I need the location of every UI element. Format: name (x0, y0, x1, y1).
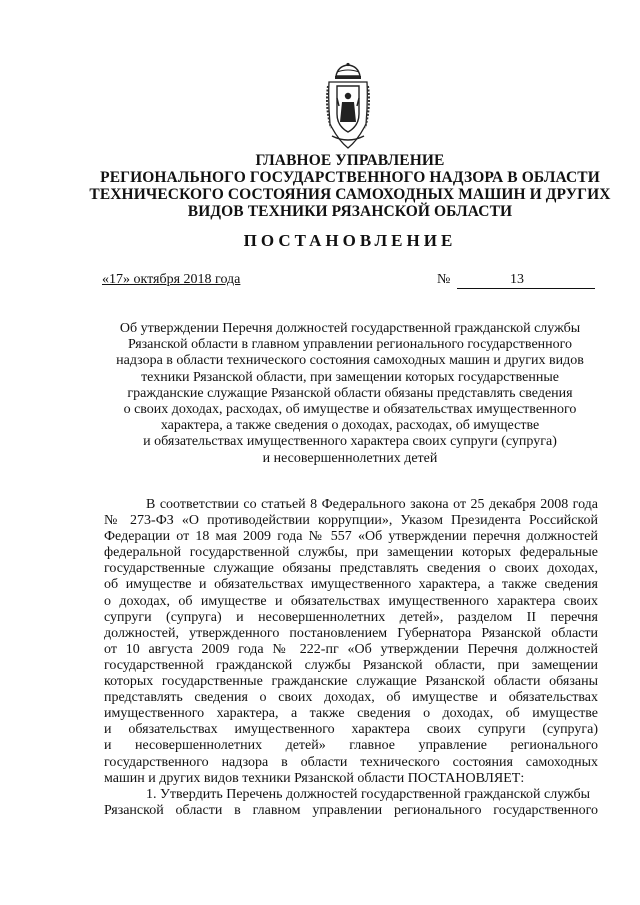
body-line: супруги (супруга) и несовершеннолетних детей», разделом II перечня (104, 609, 598, 625)
subject-line: характера, а также сведения о доходах, расходах, об имуществе (160, 418, 540, 434)
body-line: В соответствии со статьей 8 Федерального закона от 25 декабря 2008 года (146, 497, 598, 512)
body-line: от 10 августа 2009 года № 222-пг «Об утверждении Перечня должностей (104, 641, 598, 657)
body-line: и несовершеннолетних детей» главное управление регионального (104, 738, 598, 754)
body-line: государственные служащие обязаны представлять сведения о своих доходах, (104, 561, 598, 577)
subject-line: и обязательствах имущественного характера своих супруги (супруга) (143, 434, 557, 450)
document-number-field (457, 272, 595, 289)
body-line: представлять сведения о своих доходах, об имуществе и обязательствах (104, 690, 598, 706)
subject-line: гражданские служащие Рязанской области обязаны представлять сведения (127, 385, 573, 401)
body-line: Рязанской области в главном управлении регионального государственного (104, 802, 598, 818)
subject-line: о своих доходах, расходах, об имуществе и обязательствах имущественного (123, 402, 577, 418)
subject-line: и несовершеннолетних детей (262, 450, 438, 466)
body-line: должностей, утвержденного постановлением Губернатора Рязанской области (104, 625, 598, 641)
body-line: машин и других видов техники Рязанской области ПОСТАНОВЛЯЕТ: (104, 770, 525, 786)
organization-name (80, 152, 620, 220)
subject-line: надзора в области технического состояния самоходных машин и других видов (116, 353, 584, 369)
number-label: № (437, 272, 451, 287)
org-line: ТЕХНИЧЕСКОГО СОСТОЯНИЯ САМОХОДНЫХ МАШИН И ДРУГИХ (89, 186, 611, 203)
coat-of-arms-emblem (326, 62, 370, 150)
body-line: и обязательствах имущественного характера своих супруги (супруга) (104, 722, 598, 738)
org-line: ВИДОВ ТЕХНИКИ РЯЗАНСКОЙ ОБЛАСТИ (187, 203, 513, 220)
body-line: которых государственные гражданские служащие Рязанской области обязаны (104, 674, 598, 690)
document-subject (100, 321, 600, 467)
subject-line: Об утверждении Перечня должностей государственной гражданской службы (119, 321, 581, 336)
body-line: имущественного характера, а также сведения о доходах, об имуществе (104, 706, 598, 722)
document-body (104, 497, 598, 819)
body-line: Федерации от 18 мая 2009 года № 557 «Об утверждении перечня должностей (104, 529, 598, 545)
body-line: № 273-ФЗ «О противодействии коррупции», Указом Президента Российской (104, 513, 598, 529)
body-line: государственного надзора в области технического состояния самоходных (104, 754, 598, 770)
subject-line: техники Рязанской области, при замещении которых государственные (141, 369, 559, 385)
body-line: 1. Утвердить Перечень должностей государственной гражданской службы (146, 786, 591, 802)
org-line: РЕГИОНАЛЬНОГО ГОСУДАРСТВЕННОГО НАДЗОРА В ОБЛАСТИ (100, 169, 600, 186)
document-number: 13 (510, 272, 524, 287)
document-date: «17» октября 2018 года (102, 272, 241, 287)
body-line: государственной гражданской службы Рязанской области, при замещении (104, 657, 598, 673)
org-line: ГЛАВНОЕ УПРАВЛЕНИЕ (255, 152, 445, 169)
body-line: об имуществе и обязательствах имущественного характера, а также сведения (104, 577, 598, 593)
body-line: о доходах, об имуществе и обязательствах имущественного характера своих (104, 593, 598, 609)
body-line: федеральной государственной службы, при замещении которых федеральные (104, 545, 598, 561)
subject-line: Рязанской области в главном управлении регионального государственного (127, 337, 573, 353)
document-type-title: ПОСТАНОВЛЕНИЕ (243, 231, 457, 250)
